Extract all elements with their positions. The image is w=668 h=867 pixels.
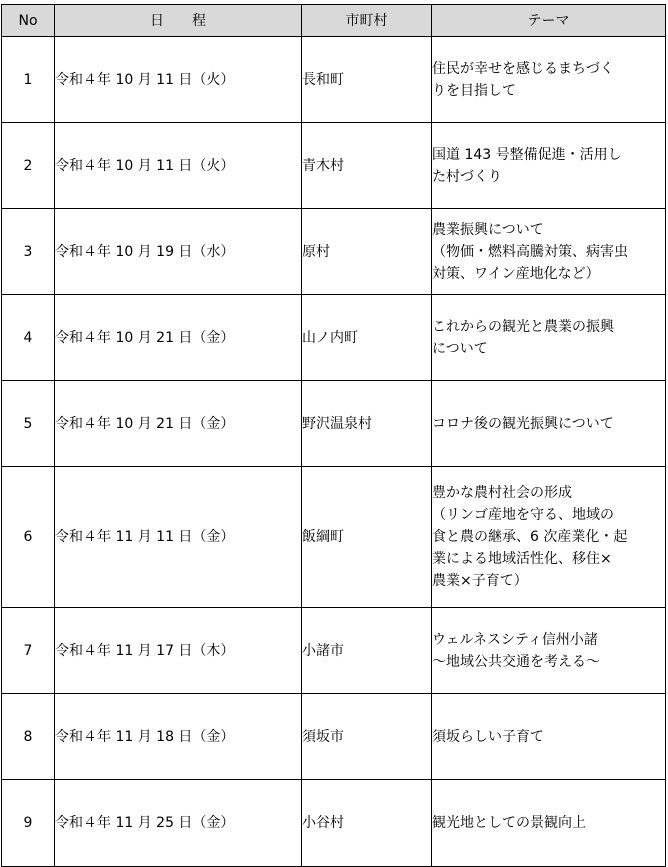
header-no: No <box>2 5 55 37</box>
row-theme: 豊かな農村社会の形成 （リンゴ産地を守る、地域の 食と農の継承、6 次産業化・起 業による地域活性化、移住× 農業×子育て） <box>432 467 666 608</box>
row-number: 9 <box>2 780 55 867</box>
row-date: 令和４年 11 月 11 日（金） <box>55 467 302 608</box>
table-row <box>2 467 666 608</box>
row-date: 令和４年 10 月 21 日（金） <box>55 295 302 381</box>
table-row <box>2 608 666 694</box>
row-theme: 国道 143 号整備促進・活用し た村づくり <box>432 123 666 209</box>
table-row <box>2 123 666 209</box>
row-theme: 農業振興について （物価・燃料高騰対策、病害虫 対策、ワイン産地化など） <box>432 209 666 295</box>
row-municipality: 青木村 <box>302 123 432 209</box>
table-row <box>2 209 666 295</box>
row-theme: ウェルネスシティ信州小諸 ～地域公共交通を考える～ <box>432 608 666 694</box>
schedule-table <box>1 4 666 867</box>
row-municipality: 山ノ内町 <box>302 295 432 381</box>
row-theme: 須坂らしい子育て <box>432 694 666 780</box>
row-date: 令和４年 10 月 19 日（水） <box>55 209 302 295</box>
row-theme: コロナ後の観光振興について <box>432 381 666 467</box>
row-theme: 住民が幸せを感じるまちづく りを目指して <box>432 37 666 123</box>
row-municipality: 原村 <box>302 209 432 295</box>
row-date: 令和４年 10 月 11 日（火） <box>55 123 302 209</box>
row-theme: 観光地としての景観向上 <box>432 780 666 867</box>
header-municipality: 市町村 <box>302 5 432 37</box>
header-theme: テーマ <box>432 5 666 37</box>
table-row <box>2 381 666 467</box>
row-municipality: 野沢温泉村 <box>302 381 432 467</box>
row-municipality: 飯綱町 <box>302 467 432 608</box>
row-number: 3 <box>2 209 55 295</box>
row-municipality: 小谷村 <box>302 780 432 867</box>
row-municipality: 小諸市 <box>302 608 432 694</box>
row-date: 令和４年 10 月 11 日（火） <box>55 37 302 123</box>
table-row <box>2 37 666 123</box>
row-number: 4 <box>2 295 55 381</box>
table-row <box>2 295 666 381</box>
row-date: 令和４年 11 月 17 日（木） <box>55 608 302 694</box>
row-theme: これからの観光と農業の振興 について <box>432 295 666 381</box>
row-municipality: 長和町 <box>302 37 432 123</box>
row-number: 6 <box>2 467 55 608</box>
table-row <box>2 780 666 867</box>
row-number: 2 <box>2 123 55 209</box>
row-number: 5 <box>2 381 55 467</box>
row-number: 7 <box>2 608 55 694</box>
row-number: 8 <box>2 694 55 780</box>
table-header-row <box>2 5 666 37</box>
row-municipality: 須坂市 <box>302 694 432 780</box>
row-date: 令和４年 11 月 25 日（金） <box>55 780 302 867</box>
header-date: 日 程 <box>55 5 302 37</box>
row-date: 令和４年 11 月 18 日（金） <box>55 694 302 780</box>
row-date: 令和４年 10 月 21 日（金） <box>55 381 302 467</box>
row-number: 1 <box>2 37 55 123</box>
table-row <box>2 694 666 780</box>
